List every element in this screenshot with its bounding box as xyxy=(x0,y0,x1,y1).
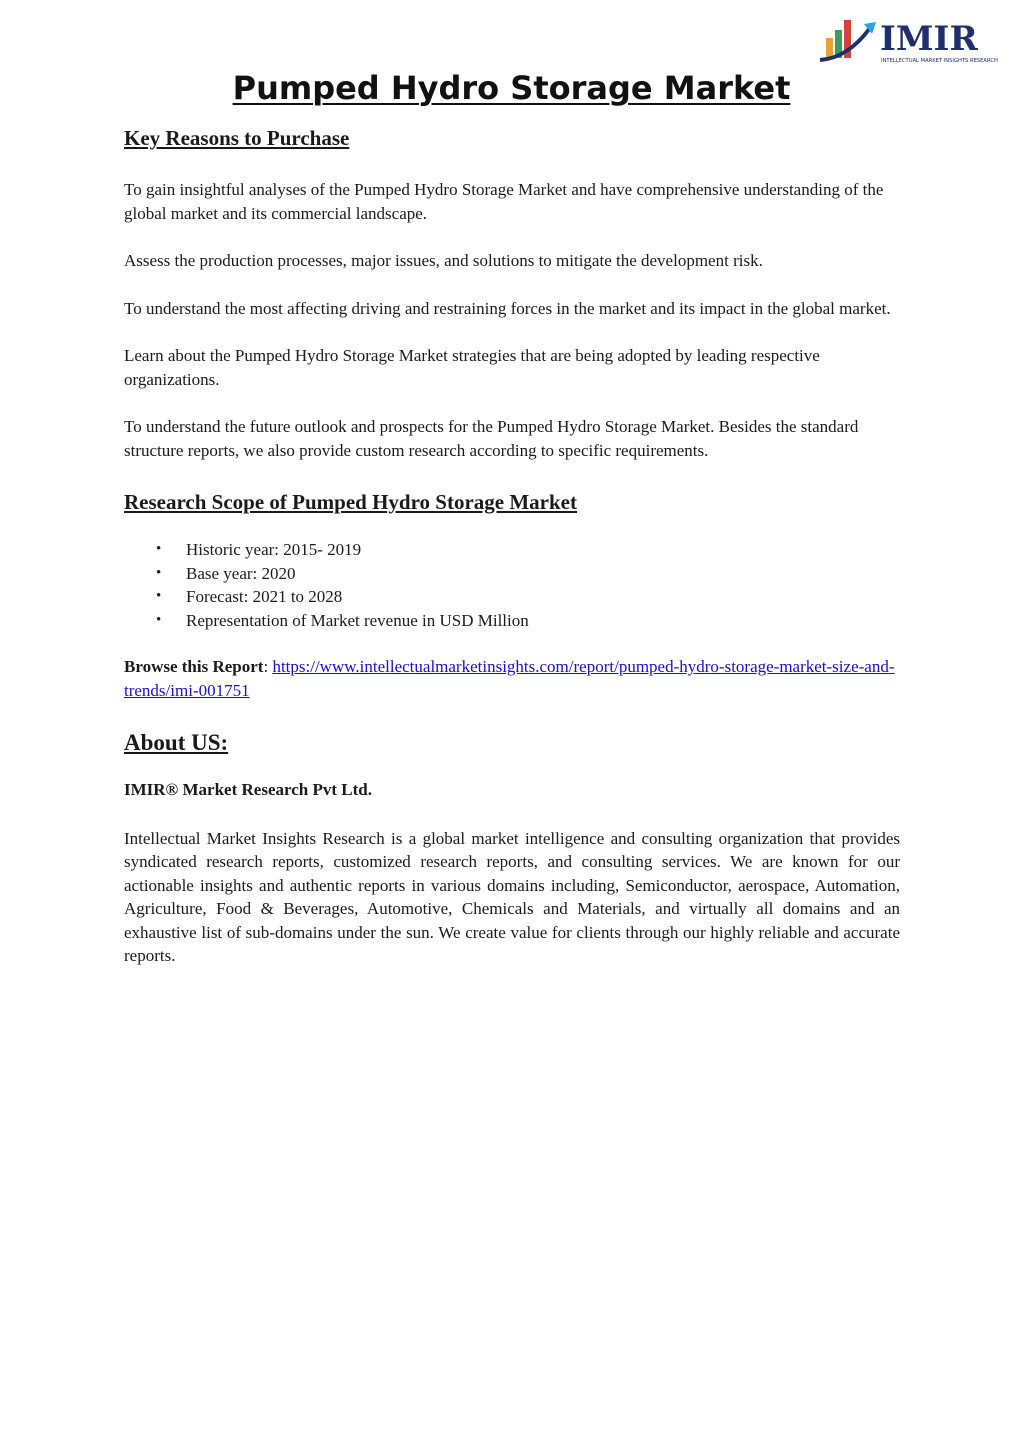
imir-logo xyxy=(818,14,1006,66)
browse-report-separator: : xyxy=(263,657,269,676)
browse-report-line xyxy=(124,655,900,702)
key-reason-paragraph: To understand the most affecting driving and restraining forces in the market and its impact in the global market. xyxy=(124,298,891,318)
key-reason-paragraph: Assess the production processes, major issues, and solutions to mitigate the development risk. xyxy=(124,251,763,270)
logo-wordmark: IMIR xyxy=(880,19,978,59)
company-name xyxy=(124,778,900,802)
browse-report-label: Browse this Report xyxy=(124,657,264,676)
research-scope-heading: Research Scope of Pumped Hydro Storage Market xyxy=(124,490,577,514)
company-name-text: IMIR® Market Research Pvt Ltd. xyxy=(124,780,372,799)
document-body xyxy=(124,124,900,968)
list-item: • Forecast: 2021 to 2028 xyxy=(124,585,900,609)
key-reasons-heading: Key Reasons to Purchase xyxy=(124,126,350,150)
imir-logo-mark xyxy=(818,14,1006,66)
about-us-heading: About US: xyxy=(124,730,229,755)
list-item: • Base year: 2020 xyxy=(124,562,900,586)
report-link[interactable]: https://www.intellectualmarketinsights.com/report/pumped-hydro-storage-market-size-and-trends/imi-001751 xyxy=(124,657,895,700)
about-us-description: Intellectual Market Insights Research is a global market intelligence and consulting organization that provides syndicated research reports, customized research reports, and consulting services. We are known for our actionable insights and authentic reports in various domains including, Semiconductor, aerospace, Automation, Agriculture, Food & Beverages, Automotive, Chemicals and Materials, and virtually all domains and an exhaustive list of sub-domains under the sun. We create value for clients through our highly reliable and accurate reports. xyxy=(124,828,900,965)
page-title: Pumped Hydro Storage Market xyxy=(232,69,791,107)
key-reason-paragraph: Learn about the Pumped Hydro Storage Market strategies that are being adopted by leading respective organizations. xyxy=(124,346,820,389)
key-reason-paragraph: To gain insightful analyses of the Pumped Hydro Storage Market and have comprehensive understanding of the global market and its commercial landscape. xyxy=(124,180,884,223)
key-reason-paragraph: To understand the future outlook and prospects for the Pumped Hydro Storage Market. Besides the standard structure reports, we also provide custom research according to specific requirements. xyxy=(124,417,859,460)
research-scope-list xyxy=(124,538,900,632)
logo-tagline: INTELLECTUAL MARKET INSIGHTS RESEARCH xyxy=(881,58,998,64)
logo-bar-orange xyxy=(826,38,833,58)
list-item: • Representation of Market revenue in USD Million xyxy=(124,609,900,633)
list-item: • Historic year: 2015- 2019 xyxy=(124,538,900,562)
